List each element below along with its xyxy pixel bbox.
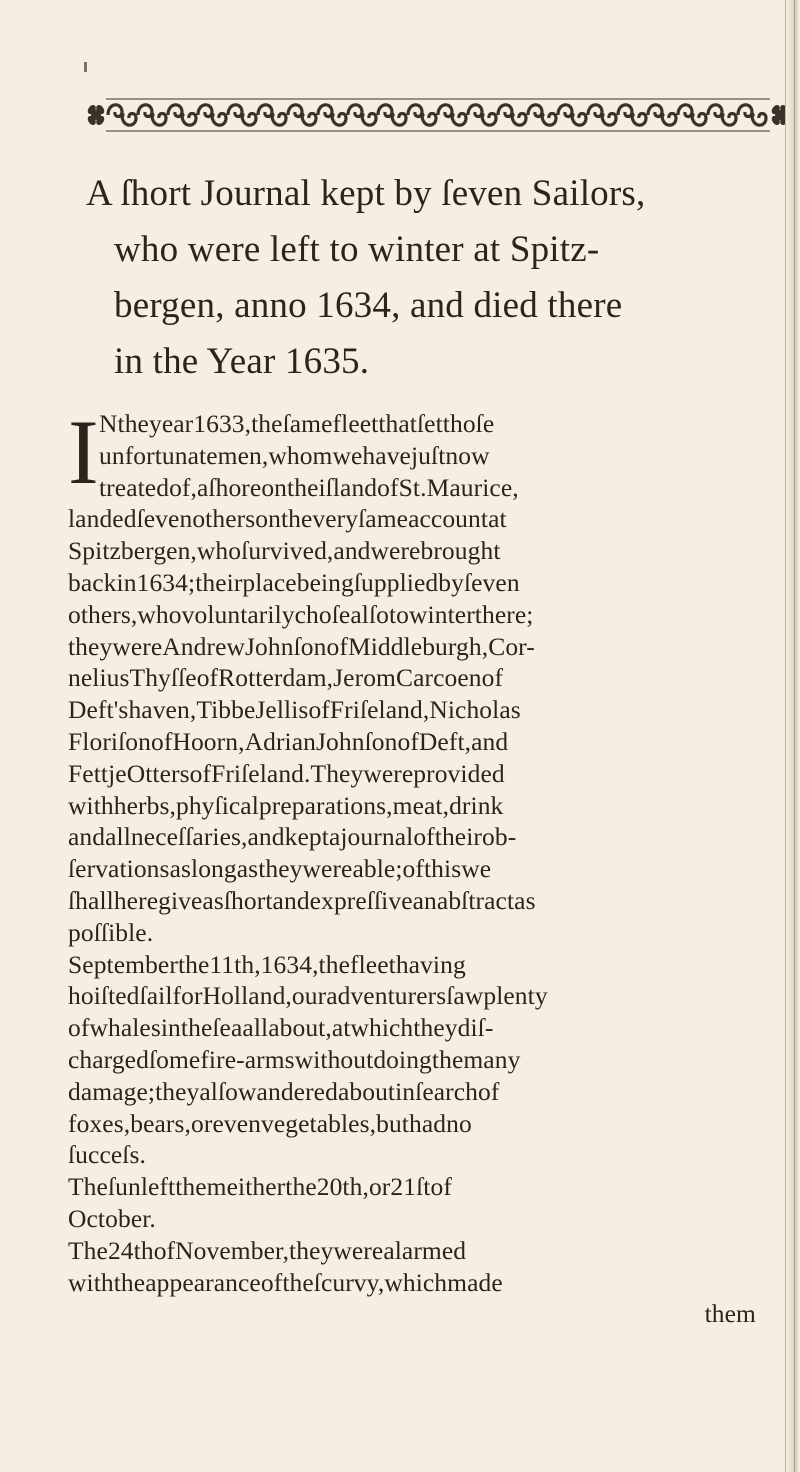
- body-line: Spitzbergen,whoſurvived,andwerebrought: [68, 536, 501, 566]
- scroll-unit-icon: [708, 105, 736, 125]
- body-line: backin1634;theirplacebeingſuppliedbyſeven: [68, 567, 520, 597]
- body-line: ſervationsaslongastheywereable;ofthiswe: [68, 854, 492, 884]
- scroll-unit-icon: [648, 105, 676, 125]
- body-line: neliusThyſſeofRotterdam,JeromCarcoenof: [68, 663, 504, 693]
- body-line: withherbs,phyſicalpreparations,meat,drink: [68, 790, 504, 820]
- scroll-unit-icon: [378, 105, 406, 125]
- body-line: them: [704, 1299, 756, 1329]
- scroll-unit-icon: [318, 105, 346, 125]
- body-line: unfortunatemen,whomwehavejuſtnow: [99, 440, 490, 470]
- body-line: poſſible.: [68, 917, 154, 947]
- scroll-unit-icon: [348, 105, 376, 125]
- scroll-unit-icon: [738, 105, 766, 125]
- scroll-unit-icon: [498, 105, 526, 125]
- scroll-unit-icon: [258, 105, 286, 125]
- drop-cap-letter: I: [68, 401, 99, 503]
- body-line: treatedof,aſhoreontheiſlandofSt.Maurice,: [99, 472, 519, 502]
- scroll-unit-icon: [138, 105, 166, 125]
- body-line: Ntheyear1633,theſamefleetthatſetthoſe: [99, 409, 495, 438]
- body-line: FloriſonofHoorn,AdrianJohnſonofDeft,and: [68, 726, 509, 756]
- page-mark: [84, 62, 87, 72]
- body-line: landedſevenothersontheveryſameaccountat: [68, 504, 507, 534]
- body-line: ofwhalesintheſeaallabout,atwhichtheydiſ-: [68, 1013, 494, 1043]
- body-line: Deft'shaven,TibbeJellisofFriſeland,Nicholas: [68, 695, 521, 725]
- scroll-unit-icon: [558, 105, 586, 125]
- body-line: October.: [68, 1203, 156, 1233]
- body-line: foxes,bears,orevenvegetables,buthadno: [68, 1108, 472, 1138]
- scroll-unit-icon: [588, 105, 616, 125]
- title-line-3: bergen, anno 1634, and died there: [114, 285, 623, 326]
- body-line: andallneceſſaries,andkeptajournaloftheirob-: [68, 822, 517, 852]
- body-line: ſhallheregiveasſhortandexpreſſiveanabſtractas: [68, 885, 536, 915]
- scroll-unit-icon: [618, 105, 646, 125]
- scroll-unit-icon: [468, 105, 496, 125]
- scroll-unit-icon: [438, 105, 466, 125]
- title-line-2: who were left to winter at Spitz-: [114, 229, 600, 270]
- body-line: FettjeOttersofFriſeland.Theywereprovided: [68, 758, 505, 788]
- scroll-unit-icon: [528, 105, 556, 125]
- body-line: ſucceſs.: [68, 1140, 146, 1170]
- decorative-scroll-band-icon: [86, 96, 790, 134]
- body-line: damage;theyalſowanderedaboutinſearchof: [68, 1076, 500, 1106]
- title-line-4: in the Year 1635.: [114, 341, 370, 382]
- journal-title: [86, 166, 786, 390]
- body-line: theywereAndrewJohnſonofMiddleburgh,Cor-: [68, 631, 535, 661]
- scroll-unit-icon: [168, 105, 196, 125]
- scroll-unit-icon: [108, 105, 136, 125]
- scroll-unit-icon: [408, 105, 436, 125]
- page-edge: [785, 0, 800, 1472]
- journal-body-text: [68, 401, 768, 1330]
- body-line: withtheappearanceoftheſcurvy,whichmade: [68, 1267, 503, 1297]
- body-line: hoiſtedſailforHolland,ouradventurersſawplenty: [68, 981, 548, 1011]
- body-line: chargedſomefire-armswithoutdoingthemany: [68, 1044, 521, 1074]
- scroll-unit-icon: [288, 105, 316, 125]
- body-line: Septemberthe11th,1634,thefleethaving: [68, 949, 466, 979]
- body-line: others,whovoluntarilychoſealſotowinterthere;: [68, 599, 534, 629]
- body-line: Theſunleftthemeitherthe20th,or21ſtof: [68, 1172, 452, 1202]
- body-line: The24thofNovember,theywerealarmed: [68, 1235, 467, 1265]
- scroll-unit-icon: [198, 105, 226, 125]
- fleuron-icon: [86, 103, 106, 126]
- scroll-unit-icon: [228, 105, 256, 125]
- title-line-1: A ſhort Journal kept by ſeven Sailors,: [86, 173, 646, 214]
- scroll-unit-icon: [678, 105, 706, 125]
